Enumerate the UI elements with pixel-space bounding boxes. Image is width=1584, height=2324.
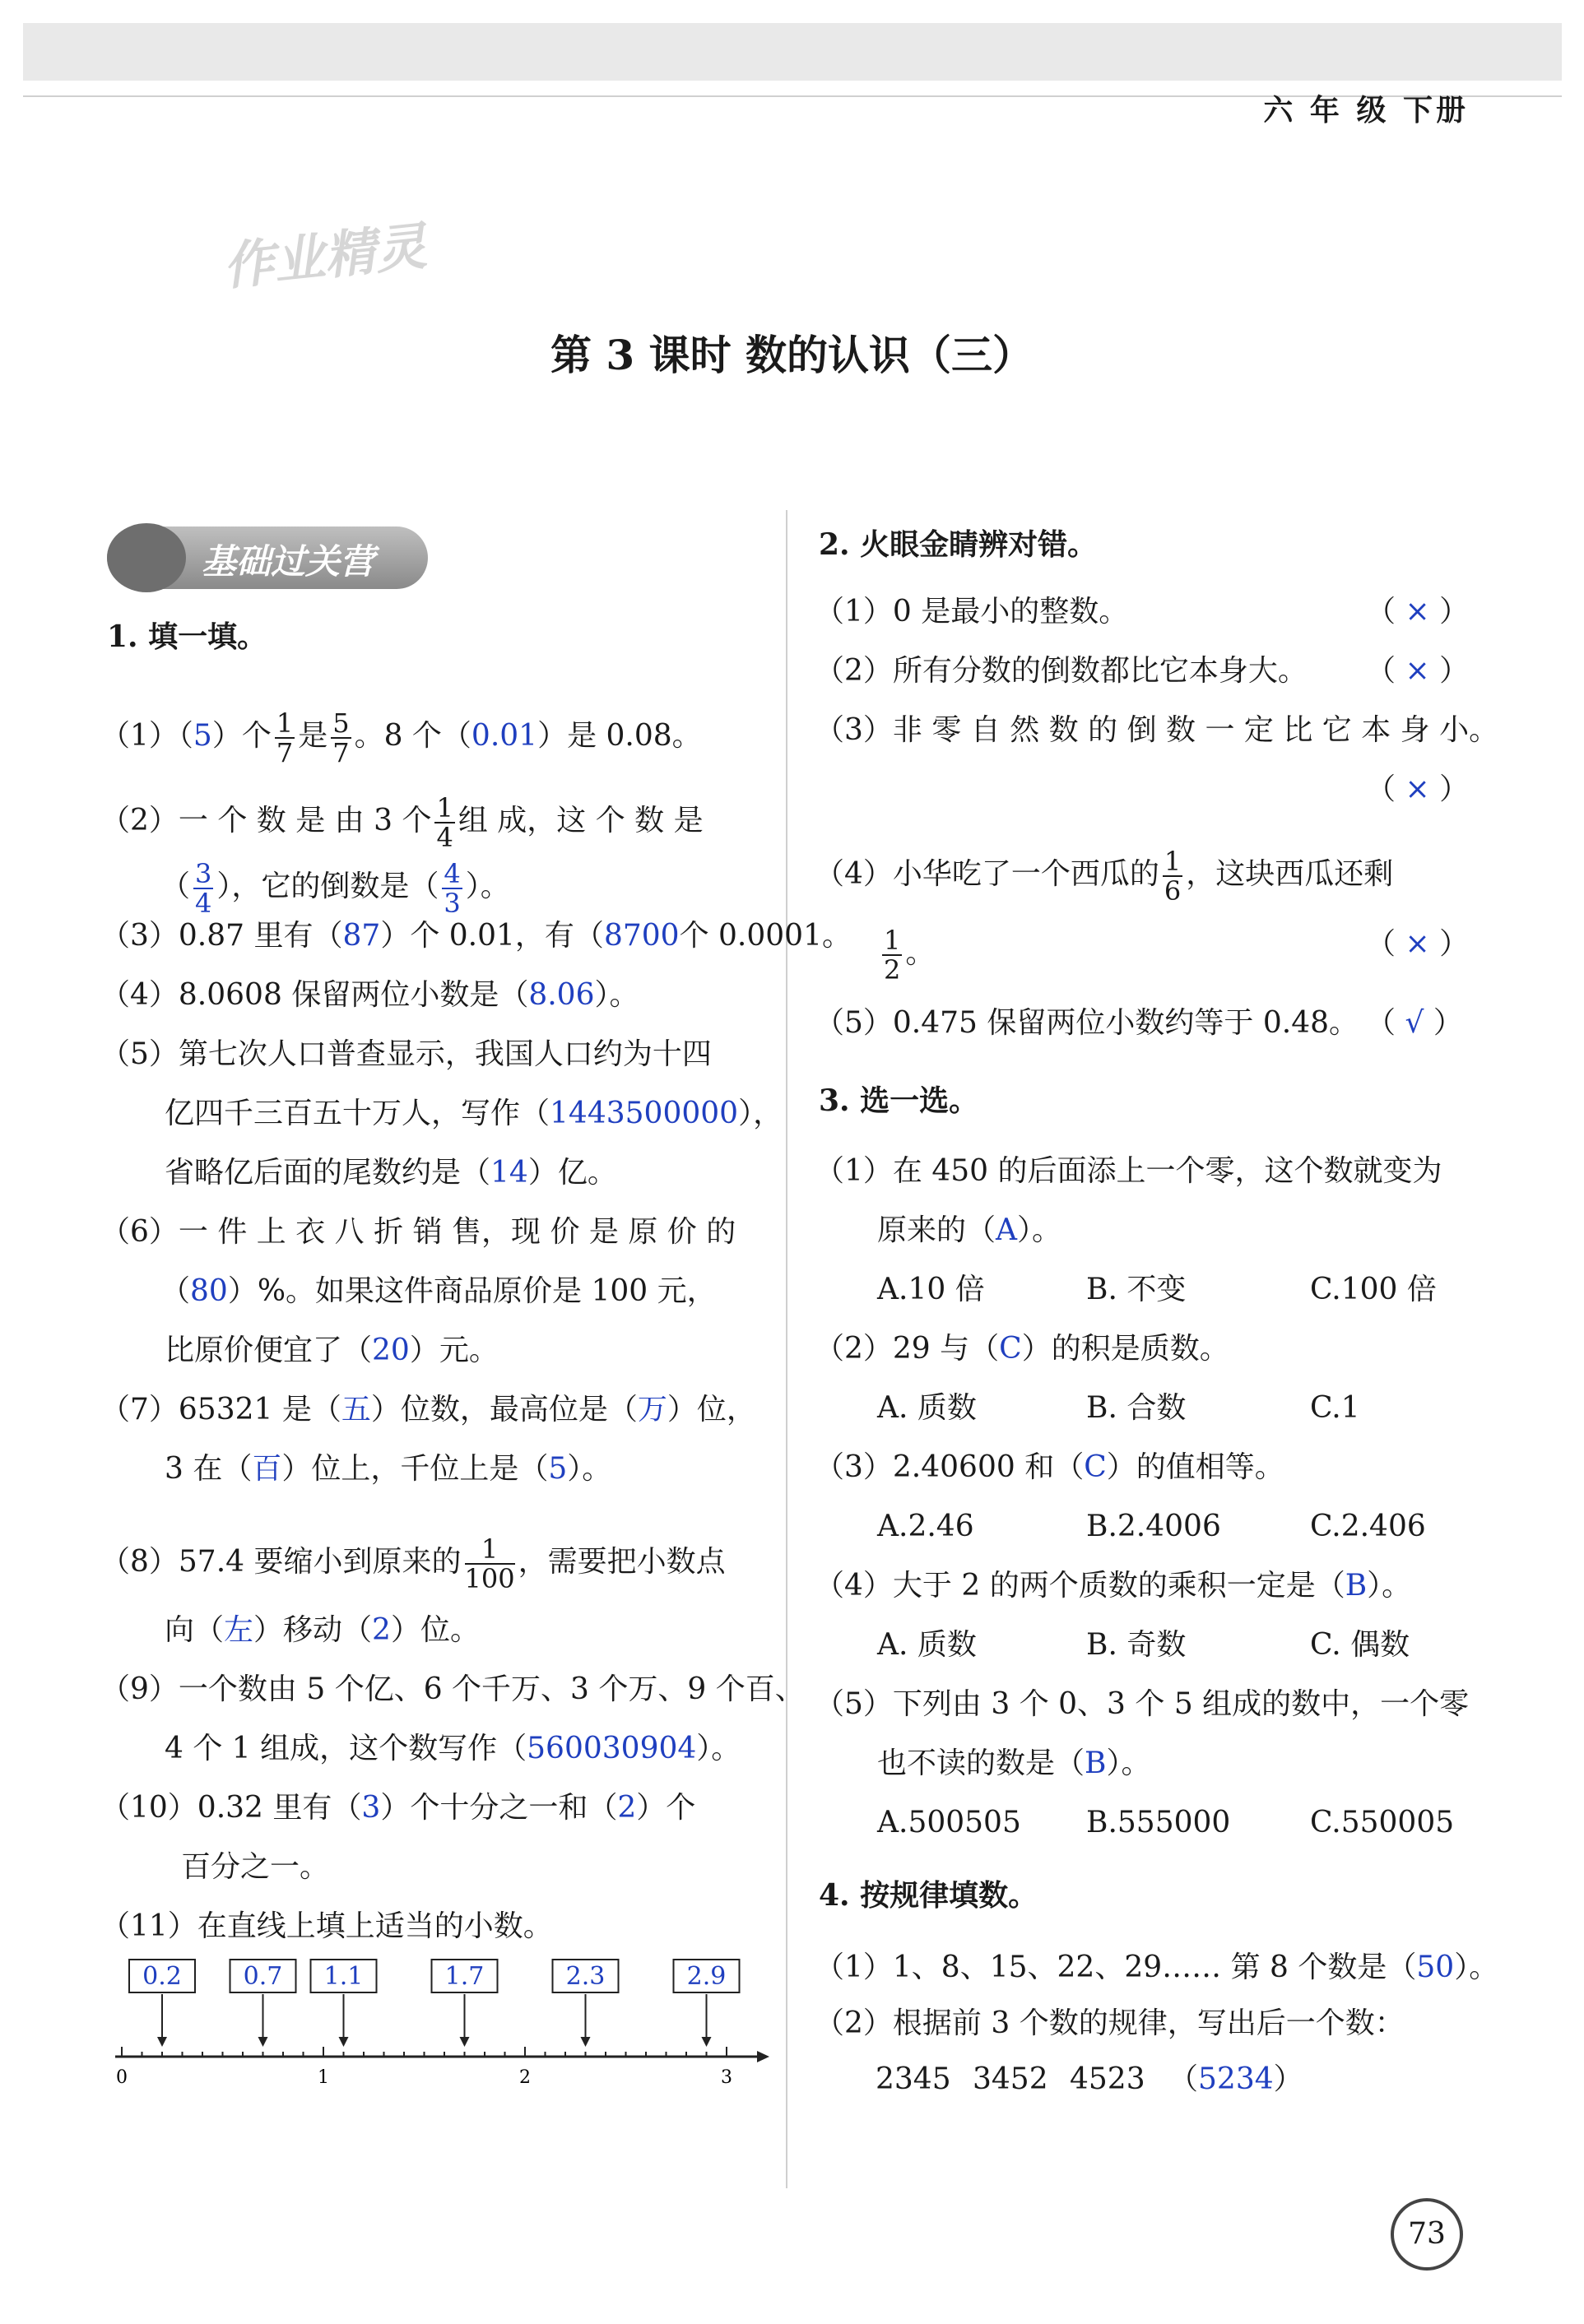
q4-item-2-line1: （2）根据前 3 个数的规律，写出后一个数： [815,2006,1405,2040]
q1-item-7-line1: （7）65321 是（五）位数，最高位是（万）位， [100,1393,756,1426]
q3-item-3-line1: （3）2.40600 和（C）的值相等。 [815,1450,1284,1484]
q1-item-2-line2: （ $\frac{3}{4}$ ），它的倒数是（ $\frac{4}{3}$ ）。 [160,858,510,919]
q1-item-9-line1: （9）一个数由 5 个亿、6 个千万、3 个万、9 个百、 [100,1672,805,1706]
number-line-pointer-head [581,2037,591,2047]
q4-item-1: （1）1、8、15、22、29…… 第 8 个数是（50）。 [815,1951,1499,1984]
q1-item-6-line1: （6）一 件 上 衣 八 折 销 售，现 价 是 原 价 的 [100,1215,736,1249]
q3-item-5-option-a: A.500505 [877,1806,1021,1839]
number-line-pointer-head [702,2037,712,2047]
q4-item-2-num-1: 2345 [876,2062,951,2096]
q2-answer-5: （ √ ） [1366,1006,1463,1040]
q4-item-2-answer: （5234） [1168,2062,1303,2096]
q3-item-5-line1: （5）下列由 3 个 0、3 个 5 组成的数中，一个零 [815,1687,1470,1721]
number-line-answer-label: 1.7 [444,1962,485,1991]
q3-item-4-line1: （4）大于 2 的两个质数的乘积一定是（B）。 [815,1569,1412,1603]
q4-item-2-num-3: 4523 [1070,2062,1145,2096]
q1-item-8-line2: 向（左）移动（2）位。 [165,1613,480,1647]
q1-item-5-line1: （5）第七次人口普查显示，我国人口约为十四 [100,1037,712,1071]
number-line-tick-label: 1 [318,2067,329,2088]
q2-answer-2: （ × ） [1366,654,1470,688]
number-line [99,1958,773,2098]
q1-item-1: （1）（5）个 $\frac{1}{7}$ 是 $\frac{5}{7}$ 。8 个（0.01）是 0.08。 [100,707,702,768]
number-line-answer-label: 2.3 [565,1962,606,1991]
q2-answer-4: （ × ） [1366,927,1470,961]
number-line-answer-label: 1.1 [323,1962,364,1991]
q2-heading: 2. 火眼金睛辨对错。 [819,527,1098,562]
q3-item-4-option-c: C. 偶数 [1310,1628,1410,1662]
q3-heading: 3. 选一选。 [819,1083,979,1118]
number-line-pointer-head [258,2037,268,2047]
frog-icon [107,523,186,592]
q1-item-10-line2: 百分之一。 [181,1850,330,1884]
column-divider [786,510,787,2188]
q1-heading: 1. 填一填。 [107,619,267,654]
q3-item-4-option-a: A. 质数 [877,1628,977,1662]
number-line-tick-label: 0 [116,2067,128,2088]
q3-item-2-option-b: B. 合数 [1086,1391,1187,1425]
q3-item-1-line1: （1）在 450 的后面添上一个零，这个数就变为 [815,1154,1442,1188]
q1-item-11: （11）在直线上填上适当的小数。 [100,1909,553,1943]
q1-item-3: （3）0.87 里有（87）个 0.01，有（8700个 0.0001。 [100,919,852,953]
q1-item-5-line3: 省略亿后面的尾数约是（14）亿。 [165,1156,617,1190]
q3-item-5-line2: 也不读的数是（B）。 [877,1746,1151,1780]
watermark-logo: 作业精灵 [220,216,430,297]
q2-answer-1: （ × ） [1366,595,1470,629]
number-line-pointer-head [339,2037,349,2047]
q2-answer-3: （ × ） [1366,772,1470,806]
section-badge-label: 基础过关营 [202,541,375,582]
q3-item-3-option-b: B.2.4006 [1086,1510,1221,1543]
number-line-answer-label: 2.9 [686,1962,727,1991]
number-line-pointer-head [460,2037,470,2047]
q3-item-4-option-b: B. 奇数 [1086,1628,1187,1662]
q1-item-8-line1: （8）57.4 要缩小到原来的 $\frac{1}{100}$ ，需要把小数点 [100,1533,726,1594]
q3-item-3-option-a: A.2.46 [877,1510,974,1543]
q2-item-4-line2: $\frac{1}{2}$ 。 [884,925,936,986]
number-line-answer-label: 0.7 [243,1962,283,1991]
number-line-arrow [757,2051,769,2062]
q3-item-2-line1: （2）29 与（C）的积是质数。 [815,1332,1229,1366]
number-line-tick-label: 2 [519,2067,531,2088]
q3-item-3-option-c: C.2.406 [1310,1510,1426,1543]
q3-item-2-option-c: C.1 [1310,1391,1360,1425]
q2-item-2: （2）所有分数的倒数都比它本身大。 [815,654,1308,688]
q2-item-3: （3）非 零 自 然 数 的 倒 数 一 定 比 它 本 身 小。 [815,713,1499,747]
number-line-pointer-head [157,2037,167,2047]
q3-item-5-option-b: B.555000 [1086,1806,1231,1839]
q1-item-2-line1: （2）一 个 数 是 由 3 个 $\frac{1}{4}$ 组 成，这 个 数 是 [100,792,704,853]
q2-item-5: （5）0.475 保留两位小数约等于 0.48。 [815,1006,1359,1040]
page-number: 73 [1391,2198,1463,2271]
q2-item-4-line1: （4）小华吃了一个西瓜的 $\frac{1}{6}$ ，这块西瓜还剩 [815,846,1394,907]
q1-item-9-line2: 4 个 1 组成，这个数写作（560030904）。 [165,1732,741,1765]
q4-item-2-num-2: 3452 [973,2062,1048,2096]
grade-label: 六 年 级 下册 [1263,93,1469,128]
q2-item-1: （1）0 是最小的整数。 [815,595,1129,629]
q1-item-5-line2: 亿四千三百五十万人，写作（1443500000）， [165,1097,783,1130]
number-line-tick-label: 3 [721,2067,732,2088]
q3-item-1-option-c: C.100 倍 [1310,1273,1437,1306]
q3-item-5-option-c: C.550005 [1310,1806,1455,1839]
q3-item-1-option-a: A.10 倍 [877,1273,985,1306]
q1-item-6-line3: 比原价便宜了（20）元。 [165,1334,499,1367]
q1-item-4: （4）8.0608 保留两位小数是（8.06）。 [100,978,639,1012]
page-title: 第 3 课时 数的认识（三） [550,331,1034,379]
number-line-answer-label: 0.2 [142,1962,182,1991]
q1-item-7-line2: 3 在（百）位上，千位上是（5）。 [165,1452,612,1486]
q3-item-1-line2: 原来的（A）。 [877,1213,1062,1247]
q4-heading: 4. 按规律填数。 [819,1878,1038,1913]
q1-item-6-line2: （80）%。如果这件商品原价是 100 元， [160,1274,717,1308]
q3-item-2-option-a: A. 质数 [877,1391,977,1425]
q3-item-1-option-b: B. 不变 [1086,1273,1187,1306]
header-band [23,23,1562,81]
q1-item-10-line1: （10）0.32 里有（3）个十分之一和（2）个 [100,1791,696,1825]
